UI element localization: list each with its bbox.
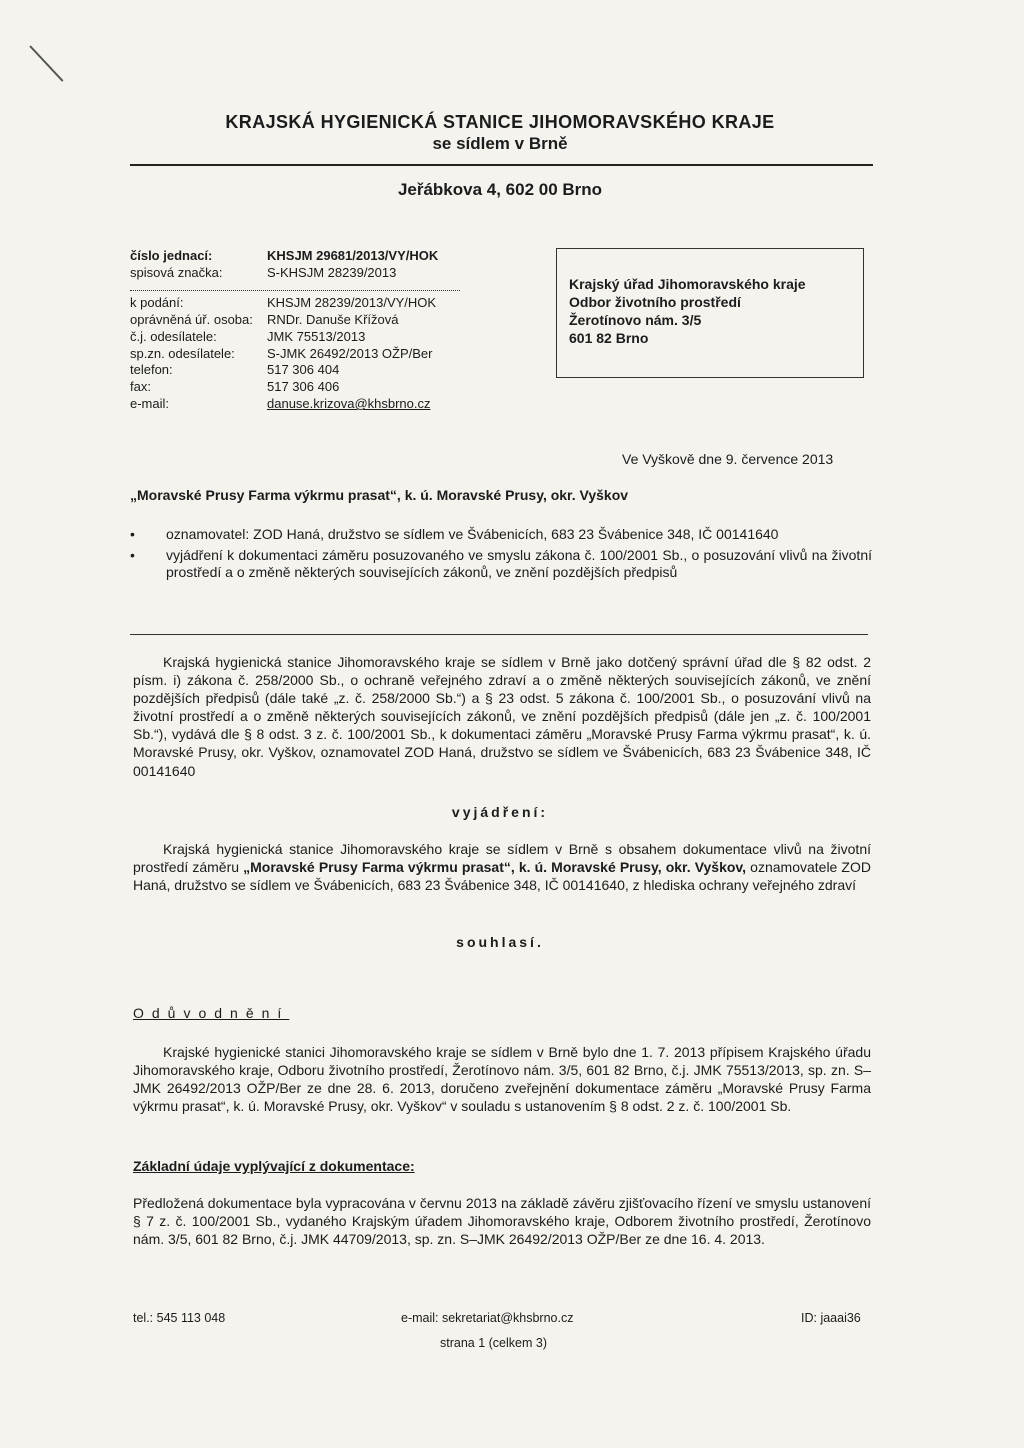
reference-block (130, 248, 460, 413)
recipient-line: 601 82 Brno (569, 330, 649, 346)
reference-row (130, 396, 460, 413)
reference-value: KHSJM 28239/2013/VY/HOK (267, 294, 437, 310)
reference-label: č.j. odesílatele: (130, 328, 217, 344)
office-address: Jeřábkova 4, 602 00 Brno (397, 180, 603, 199)
office-seat: se sídlem v Brně (432, 134, 568, 153)
section-rule (130, 634, 868, 635)
recipient-address-box (556, 248, 864, 378)
reference-row (130, 362, 460, 379)
dotted-separator (130, 282, 460, 291)
page-number: strana 1 (celkem 3) (440, 1336, 547, 1350)
intro-paragraph: Krajská hygienická stanice Jihomoravského kraje se sídlem v Brně jako dotčený správní úřad dle § 82 odst. 2 písm. i) zákona č. 258/2000 Sb., o ochraně veřejného zdraví a o změně některých souvisejících zákonů, ve znění pozdějších předpisů (dále také „z. č. 258/2000 Sb.“) a § 23 odst. 5 zákona č. 100/2001 Sb., o posuzování vlivů na životní prostředí a o změně některých souvisejících zákonů, ve znění pozdějších předpisů (dále jen „z. č. 100/2001 Sb.“), vydává dle § 8 odst. 3 z. č. 100/2001 Sb., k dokumentaci záměru „Moravské Prusy Farma výkrmu prasat“, k. ú. Moravské Prusy, okr. Vyškov, oznamovatel ZOD Haná, družstvo se sídlem ve Švábenicích, 683 23 Švábenice 348, IČ 00141640 (133, 654, 871, 779)
email-label: e-mail: (130, 396, 170, 412)
bullet-icon: • (130, 546, 135, 563)
subject-line: „Moravské Prusy Farma výkrmu prasat“, k. ú. Moravské Prusy, okr. Vyškov (130, 487, 629, 503)
reference-row (130, 248, 460, 265)
list-item (130, 547, 872, 582)
bullet-text: vyjádření k dokumentaci záměru posuzovaného ve smyslu zákona č. 100/2001 Sb., o posuzování vlivů na životní prostředí a o změně některých souvisejících zákonů, ve znění pozdějších předpisů (166, 546, 872, 580)
footer-email: e-mail: sekretariat@khsbrno.cz (401, 1311, 574, 1325)
basic-data-paragraph: Předložená dokumentace byla vypracována v červnu 2013 na základě závěru zjišťovacího řízení ve smyslu ustanovení § 7 z. č. 100/2001 Sb., vydaného Krajským úřadem Jihomoravského kraje, Odborem životního prostředí, Žerotínovo nám. 3/5, 601 82 Brno, č.j. JMK 44709/2013, sp. zn. S–JMK 26492/2013 OŽP/Ber ze dne 16. 4. 2013. (133, 1195, 871, 1248)
reference-value: KHSJM 29681/2013/VY/HOK (267, 248, 439, 263)
reference-row (130, 265, 460, 282)
reference-label: oprávněná úř. osoba: (130, 311, 253, 327)
recipient-line: Žerotínovo nám. 3/5 (569, 312, 702, 328)
statement-text: Krajská hygienická stanice Jihomoravského kraje se sídlem v Brně s obsahem dokumentace vlivů na životní prostředí záměru (133, 841, 871, 876)
reference-value: S-KHSJM 28239/2013 (267, 264, 397, 280)
heading-vyjadreni: vyjádření: (451, 804, 549, 820)
reference-label: k podání: (130, 294, 184, 310)
reference-label: fax: (130, 379, 151, 395)
reference-value: 517 306 406 (267, 379, 340, 395)
statement-paragraph (133, 840, 871, 894)
reference-value: 517 306 404 (267, 362, 340, 378)
reference-value: JMK 75513/2013 (267, 328, 366, 344)
reference-row (130, 295, 460, 312)
footer-phone: tel.: 545 113 048 (133, 1311, 226, 1325)
reference-row (130, 329, 460, 346)
statement-text: oznamovatele ZOD Haná, družstvo se sídlem ve Švábenicích, 683 23 Švábenice 348, IČ 00141640, z hlediska ochrany veřejného zdraví (133, 859, 871, 894)
reference-row (130, 379, 460, 396)
footer-id: ID: jaaai36 (801, 1311, 861, 1325)
reason-paragraph: Krajské hygienické stanici Jihomoravského kraje se sídlem v Brně bylo dne 1. 7. 2013 přípisem Krajského úřadu Jihomoravského kraje, Odboru životního prostředí, Žerotínovo nám. 3/5, 601 82 Brno, č.j. JMK 75513/2013, sp. zn. S–JMK 26492/2013 OŽP/Ber ze dne 28. 6. 2013, doručeno zveřejnění dokumentace záměru „Moravské Prusy Farma výkrmu prasat“, k. ú. Moravské Prusy, okr. Vyškov“ v souladu s ustanovením § 8 odst. 2 z. č. 100/2001 Sb. (133, 1044, 871, 1115)
reference-row (130, 346, 460, 363)
office-title: KRAJSKÁ HYGIENICKÁ STANICE JIHOMORAVSKÉHO KRAJE (225, 112, 775, 132)
statement-project-name: „Moravské Prusy Farma výkrmu prasat“, k. ú. Moravské Prusy, okr. Vyškov, (243, 859, 747, 876)
reference-label: číslo jednací: (130, 248, 213, 263)
heading-souhlasi: souhlasí. (456, 934, 544, 950)
email-link[interactable]: danuse.krizova@khsbrno.cz (267, 396, 431, 412)
bullet-icon: • (130, 526, 135, 542)
recipient-line: Krajský úřad Jihomoravského kraje (569, 276, 806, 292)
reference-label: telefon: (130, 362, 173, 378)
reference-value: RNDr. Danuše Křížová (267, 311, 399, 327)
date-line: Ve Vyškově dne 9. července 2013 (622, 451, 834, 467)
reference-row (130, 312, 460, 329)
pen-mark (29, 45, 63, 81)
reference-value: S-JMK 26492/2013 OŽP/Ber (267, 345, 433, 361)
reference-label: spisová značka: (130, 264, 223, 280)
recipient-line: Odbor životního prostředí (569, 294, 741, 310)
list-item (130, 526, 872, 544)
header-rule (130, 164, 873, 166)
reference-label: sp.zn. odesílatele: (130, 345, 235, 361)
heading-zakladni-udaje: Základní údaje vyplývající z dokumentace: (133, 1158, 415, 1174)
heading-oduvodneni: Odůvodnění (133, 1005, 290, 1021)
bullet-text: oznamovatel: ZOD Haná, družstvo se sídlem ve Švábenicích, 683 23 Švábenice 348, IČ 00141640 (166, 526, 779, 542)
subject-bullets (130, 526, 872, 585)
